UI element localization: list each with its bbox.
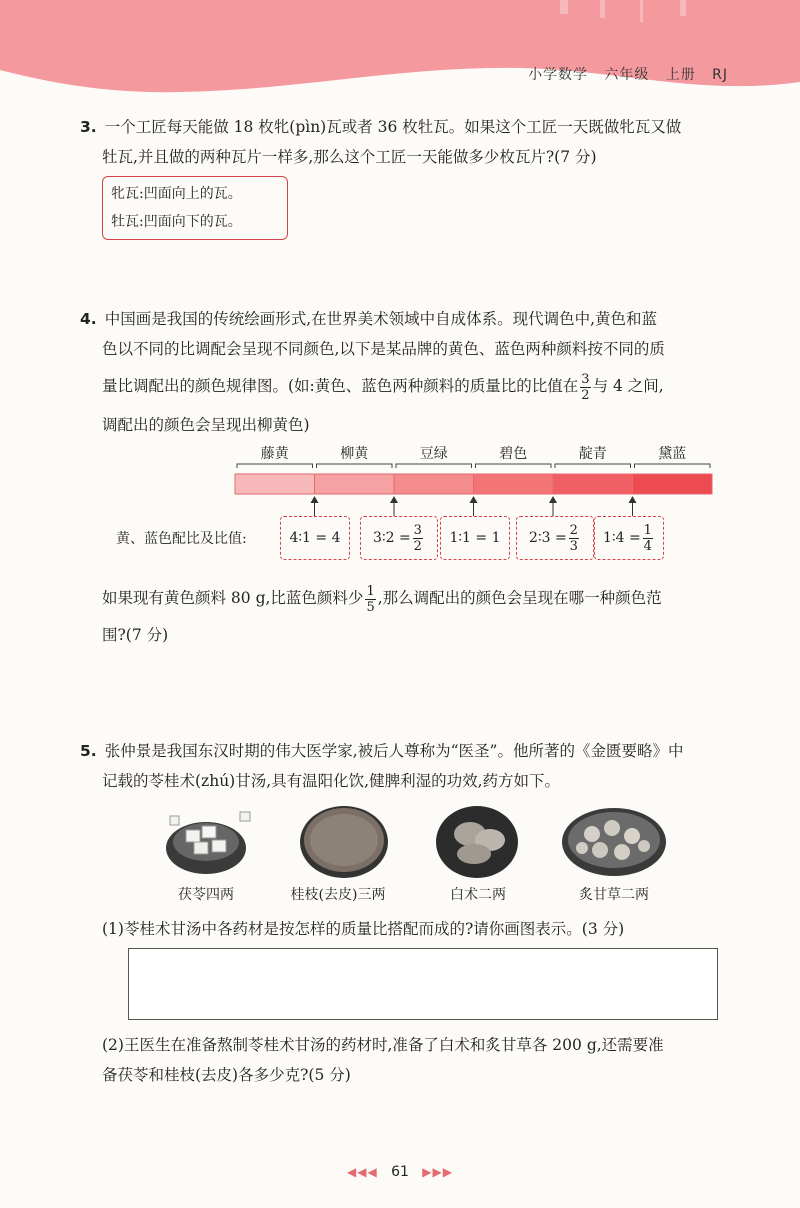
ratio-label: 黄、蓝色配比及比值: [116, 531, 247, 547]
q4-question-line1: 如果现有黄色颜料 80 g,比蓝色颜料少 $\frac{1}{5}$ ,那么调配出的颜色会呈现在哪一种颜色范 [102, 583, 662, 615]
color-name-6: 黛蓝 [658, 446, 687, 462]
color-name-1: 藤黄 [260, 446, 289, 462]
drawing-answer-box[interactable] [128, 948, 718, 1020]
poria-image [156, 800, 260, 880]
q5-line2: 记载的苓桂术(zhú)甘汤,具有温阳化饮,健脾利湿的功效,药方如下。 [102, 772, 561, 790]
ratio-box-5: 1∶4 = $\frac{1}{4}$ [594, 516, 664, 560]
cinnamon-twig-image [296, 800, 392, 880]
q3-line1: 3. 一个工匠每天能做 18 枚牝(pìn)瓦或者 36 枚牡瓦。如果这个工匠一天既做牝瓦又做 [80, 118, 682, 136]
segment-bracket [476, 464, 552, 468]
color-name-4: 碧色 [499, 446, 528, 462]
q5-sub2-line2: 备茯苓和桂枝(去皮)各多少克?(5 分) [102, 1066, 351, 1084]
color-segment-3 [394, 474, 474, 494]
color-segment-2 [315, 474, 395, 494]
q4-line1: 4. 中国画是我国的传统绘画形式,在世界美术领域中自成体系。现代调色中,黄色和蓝 [80, 310, 658, 328]
q4-line3: 量比调配出的颜色规律图。(如:黄色、蓝色两种颜料的质量比的比值在 $\frac{3}{2}$ 与 4 之间, [102, 371, 664, 403]
q3-number: 3. [80, 118, 97, 136]
page-footer [0, 1164, 800, 1180]
right-arrows-icon: ▶▶▶ [422, 1165, 453, 1179]
arrow-head-icon [470, 496, 478, 503]
ratio-box-4: 2∶3 = $\frac{2}{3}$ [516, 516, 594, 560]
herb-label-3: 白术二两 [450, 887, 506, 903]
herb-label-4: 炙甘草二两 [579, 887, 649, 903]
q5-sub2-line1: (2)王医生在准备熬制苓桂术甘汤的药材时,准备了白术和炙甘草各 200 g,还需要准 [102, 1036, 664, 1054]
color-segment-4 [474, 474, 554, 494]
subject: 小学数学 [528, 67, 589, 83]
color-segment-5 [553, 474, 633, 494]
color-name-3: 豆绿 [419, 446, 448, 462]
herb-label-1: 茯苓四两 [178, 887, 234, 903]
color-segment-6 [633, 474, 713, 494]
herb-label-2: 桂枝(去皮)三两 [290, 887, 386, 903]
segment-bracket [317, 464, 393, 468]
q4-fraction-1-5: $\frac{1}{5}$ [366, 583, 375, 615]
ratio-box-1: 4∶1 = 4 [280, 516, 350, 560]
q5-number: 5. [80, 742, 97, 760]
q4-line4: 调配出的颜色会呈现出柳黄色) [102, 416, 310, 434]
q5-sub1: (1)苓桂术甘汤中各药材是按怎样的质量比搭配而成的?请你画图表示。(3 分) [102, 920, 625, 938]
volume: 上册 [665, 67, 696, 83]
q5-line1: 5. 张仲景是我国东汉时期的伟大医学家,被后人尊称为“医圣”。他所著的《金匮要略》中 [80, 742, 684, 760]
atractylodes-image [432, 800, 522, 880]
left-arrows-icon: ◀◀◀ [347, 1165, 378, 1179]
q4-number: 4. [80, 310, 97, 328]
arrow-head-icon [390, 496, 398, 503]
q3-note-1: 牝瓦:凹面向上的瓦。 [111, 186, 242, 202]
segment-bracket [396, 464, 472, 468]
page-number: 61 [391, 1164, 409, 1180]
color-name-2: 柳黄 [340, 446, 369, 462]
arrow-head-icon [311, 496, 319, 503]
edition: RJ [712, 67, 728, 83]
arrow-head-icon [629, 496, 637, 503]
segment-bracket [635, 464, 711, 468]
q3-line2: 牡瓦,并且做的两种瓦片一样多,那么这个工匠一天能做多少枚瓦片?(7 分) [102, 148, 597, 166]
color-scale-chart [0, 0, 800, 520]
q4-fraction-3-2: $\frac{3}{2}$ [581, 371, 590, 403]
q4-line2: 色以不同的比调配会呈现不同颜色,以下是某品牌的黄色、蓝色两种颜料按不同的质 [102, 340, 665, 358]
color-segment-1 [235, 474, 315, 494]
grade: 六年级 [604, 67, 650, 83]
q4-question-line2: 围?(7 分) [102, 626, 169, 644]
arrow-head-icon [549, 496, 557, 503]
q3-note-2: 牡瓦:凹面向下的瓦。 [111, 214, 242, 230]
ratio-box-3: 1∶1 = 1 [440, 516, 510, 560]
segment-bracket [555, 464, 631, 468]
segment-bracket [237, 464, 313, 468]
color-name-5: 靛青 [578, 446, 607, 462]
licorice-image [560, 800, 668, 880]
ratio-box-2: 3∶2 = $\frac{3}{2}$ [360, 516, 438, 560]
